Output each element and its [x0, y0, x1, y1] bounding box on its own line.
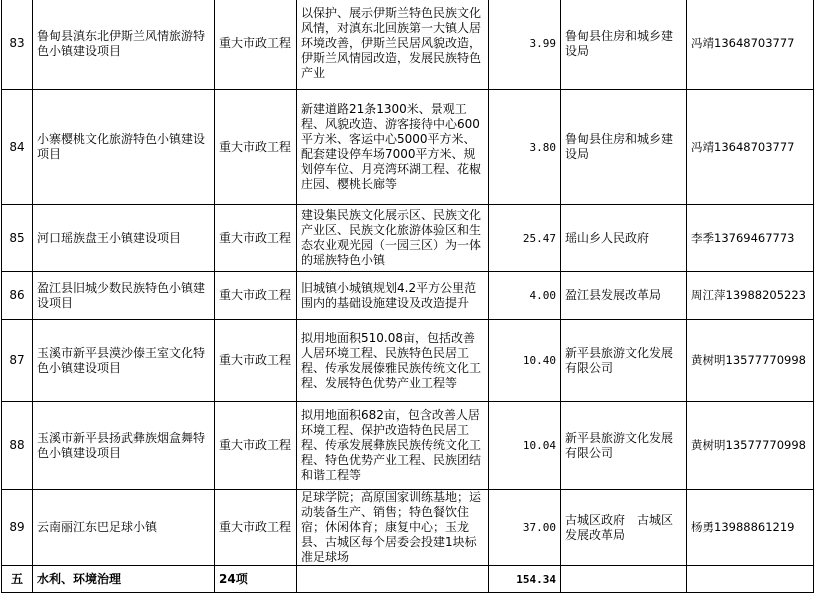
table-row [2, 402, 814, 490]
contact-person: 黄树明13577770998 [687, 402, 814, 490]
table-row [2, 490, 814, 566]
project-content: 旧城镇小城镇规划4.2平方公里范围内的基础设施建设及改造提升 [297, 272, 489, 320]
project-type: 重大市政工程 [215, 0, 297, 90]
table-row [2, 272, 814, 320]
table-row [2, 0, 814, 90]
project-type: 重大市政工程 [215, 205, 297, 272]
contact-person: 黄树明13577770998 [687, 320, 814, 402]
project-content: 建设集民族文化展示区、民族文化产业区、民族文化旅游体验区和生态农业观光园（一园三区）为一体的瑶族特色小镇 [297, 205, 489, 272]
row-number: 83 [2, 0, 33, 90]
responsible-unit: 新平县旅游文化发展有限公司 [561, 402, 687, 490]
project-name: 玉溪市新平县漠沙傣王室文化特色小镇建设项目 [33, 320, 215, 402]
row-number: 86 [2, 272, 33, 320]
category-content [297, 566, 489, 593]
contact-person: 杨勇13988861219 [687, 490, 814, 566]
responsible-unit: 鲁甸县住房和城乡建设局 [561, 0, 687, 90]
responsible-unit: 古城区政府 古城区发展改革局 [561, 490, 687, 566]
project-type: 重大市政工程 [215, 320, 297, 402]
investment-amount: 10.04 [489, 402, 561, 490]
project-name: 小寨樱桃文化旅游特色小镇建设项目 [33, 90, 215, 205]
investment-amount: 25.47 [489, 205, 561, 272]
category-unit [561, 566, 687, 593]
category-total-amount: 154.34 [489, 566, 561, 593]
project-table [1, 0, 814, 593]
project-name: 盈江县旧城少数民族特色小镇建设项目 [33, 272, 215, 320]
project-content: 以保护、展示伊斯兰特色民族文化风情，对滇东北回族第一大镇人居环境改善，伊斯兰民居风貌改造，伊斯兰风情园改造，发展民族特色产业 [297, 0, 489, 90]
table-row [2, 320, 814, 402]
contact-person: 李季13769467773 [687, 205, 814, 272]
row-number: 84 [2, 90, 33, 205]
responsible-unit: 鲁甸县住房和城乡建设局 [561, 90, 687, 205]
project-content: 新建道路21条1300米、景观工程、风貌改造、游客接待中心600平方米、客运中心5000平方米、配套建设停车场7000平方米、规划停车位、月亮湾环湖工程、花椒庄园、樱桃长廊等 [297, 90, 489, 205]
category-count: 24项 [215, 566, 297, 593]
project-content: 拟用地面积510.08亩，包括改善人居环境工程、民族特色民居工程、传承发展傣雅民族传统文化工程、发展特色优势产业工程等 [297, 320, 489, 402]
table-row [2, 205, 814, 272]
responsible-unit: 盈江县发展改革局 [561, 272, 687, 320]
category-summary-row [2, 566, 814, 593]
row-number: 88 [2, 402, 33, 490]
project-name: 河口瑶族盘王小镇建设项目 [33, 205, 215, 272]
responsible-unit: 新平县旅游文化发展有限公司 [561, 320, 687, 402]
investment-amount: 3.99 [489, 0, 561, 90]
investment-amount: 37.00 [489, 490, 561, 566]
investment-amount: 10.40 [489, 320, 561, 402]
project-type: 重大市政工程 [215, 490, 297, 566]
project-name: 云南丽江东巴足球小镇 [33, 490, 215, 566]
category-contact [687, 566, 814, 593]
row-number: 85 [2, 205, 33, 272]
project-content: 拟用地面积682亩，包含改善人居环境工程、保护改造特色民居工程、传承发展彝族民族传统文化工程、特色优势产业工程、民族团结和谐工程等 [297, 402, 489, 490]
project-type: 重大市政工程 [215, 402, 297, 490]
category-number: 五 [2, 566, 33, 593]
investment-amount: 3.80 [489, 90, 561, 205]
project-name: 玉溪市新平县扬武彝族烟盒舞特色小镇建设项目 [33, 402, 215, 490]
project-type: 重大市政工程 [215, 272, 297, 320]
investment-amount: 4.00 [489, 272, 561, 320]
contact-person: 周江萍13988205223 [687, 272, 814, 320]
row-number: 89 [2, 490, 33, 566]
project-type: 重大市政工程 [215, 90, 297, 205]
responsible-unit: 瑶山乡人民政府 [561, 205, 687, 272]
project-content: 足球学院；高原国家训练基地；运动装备生产、销售；特色餐饮住宿；休闲体育；康复中心；玉龙县、古城区每个居委会投建1块标准足球场 [297, 490, 489, 566]
category-name: 水利、环境治理 [33, 566, 215, 593]
row-number: 87 [2, 320, 33, 402]
contact-person: 冯靖13648703777 [687, 0, 814, 90]
table-row [2, 90, 814, 205]
contact-person: 冯靖13648703777 [687, 90, 814, 205]
project-name: 鲁甸县滇东北伊斯兰风情旅游特色小镇建设项目 [33, 0, 215, 90]
